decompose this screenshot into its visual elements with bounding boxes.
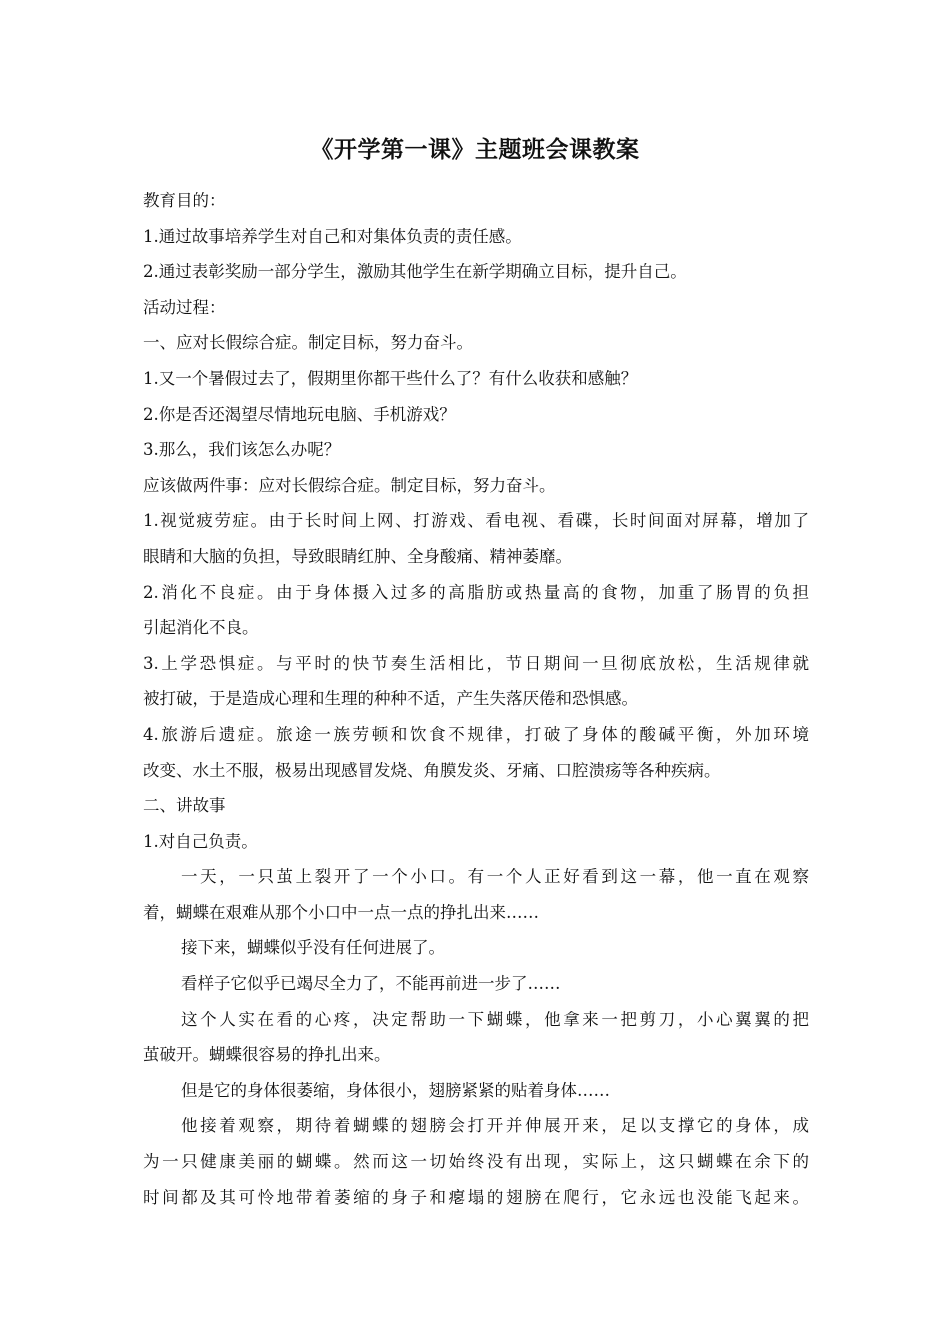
symptom-4-line-2: 改变、水土不服，极易出现感冒发烧、角膜发炎、牙痛、口腔溃疡等各种疾病。: [143, 760, 721, 780]
story-paragraph-6-line-1: 他接着观察，期待着蝴蝶的翅膀会打开并伸展开来，足以支撑它的身体，成: [181, 1116, 809, 1136]
story-paragraph-5: 但是它的身体很萎缩，身体很小，翅膀紧紧的贴着身体……: [181, 1080, 610, 1100]
story-paragraph-3: 看样子它似乎已竭尽全力了，不能再前进一步了……: [181, 974, 561, 994]
story-paragraph-6-line-2: 为一只健康美丽的蝴蝶。然而这一切始终没有出现，实际上，这只蝴蝶在余下的: [143, 1152, 809, 1172]
symptom-3-line-2: 被打破，于是造成心理和生理的种种不适，产生失落厌倦和恐惧感。: [143, 689, 638, 709]
goal-item-1: 1.通过故事培养学生对自己和对集体负责的责任感。: [143, 226, 522, 246]
symptom-3-line-1: 3.上学恐惧症。与平时的快节奏生活相比，节日期间一旦彻底放松，生活规律就: [143, 653, 809, 673]
document-title: 《开学第一课》主题班会课教案: [310, 137, 640, 163]
story-paragraph-1-line-1: 一天，一只茧上裂开了一个小口。有一个人正好看到这一幕，他一直在观察: [181, 867, 809, 887]
symptom-2-line-2: 引起消化不良。: [143, 618, 259, 638]
symptom-1-line-1: 1.视觉疲劳症。由于长时间上网、打游戏、看电视、看碟，长时间面对屏幕，增加了: [143, 511, 809, 531]
story-1-heading: 1.对自己负责。: [143, 831, 258, 851]
question-item-3: 3.那么，我们该怎么办呢？: [143, 440, 341, 460]
section-heading-goals: 教育目的：: [143, 191, 226, 210]
two-things-line: 应该做两件事：应对长假综合症。制定目标，努力奋斗。: [143, 475, 556, 495]
symptom-1-line-2: 眼睛和大脑的负担，导致眼睛红肿、全身酸痛、精神萎靡。: [143, 546, 572, 566]
story-paragraph-4-line-2: 茧破开。蝴蝶很容易的挣扎出来。: [143, 1045, 391, 1065]
question-item-2: 2.你是否还渴望尽情地玩电脑、手机游戏？: [143, 404, 456, 424]
story-paragraph-1-line-2: 着，蝴蝶在艰难从那个小口中一点一点的挣扎出来……: [143, 902, 539, 922]
symptom-2-line-1: 2.消化不良症。由于身体摄入过多的高脂肪或热量高的食物，加重了肠胃的负担: [143, 582, 809, 602]
goal-item-2: 2.通过表彰奖励一部分学生，激励其他学生在新学期确立目标，提升自己。: [143, 262, 687, 282]
story-paragraph-2: 接下来，蝴蝶似乎没有任何进展了。: [181, 938, 445, 958]
section-heading-process: 活动过程：: [143, 297, 226, 317]
symptom-4-line-1: 4.旅游后遗症。旅途一族劳顿和饮食不规律，打破了身体的酸碱平衡，外加环境: [143, 724, 809, 744]
question-item-1: 1.又一个暑假过去了，假期里你都干些什么了？有什么收获和感触？: [143, 368, 638, 388]
part-two-heading: 二、讲故事: [143, 796, 226, 816]
document-body: [143, 183, 809, 1215]
part-one-heading: 一、应对长假综合症。制定目标，努力奋斗。: [143, 333, 473, 353]
story-paragraph-6-line-3: 时间都及其可怜地带着萎缩的身子和瘪塌的翅膀在爬行，它永远也没能飞起来。: [143, 1187, 809, 1207]
story-paragraph-4-line-1: 这个人实在看的心疼，决定帮助一下蝴蝶，他拿来一把剪刀，小心翼翼的把: [181, 1009, 809, 1029]
